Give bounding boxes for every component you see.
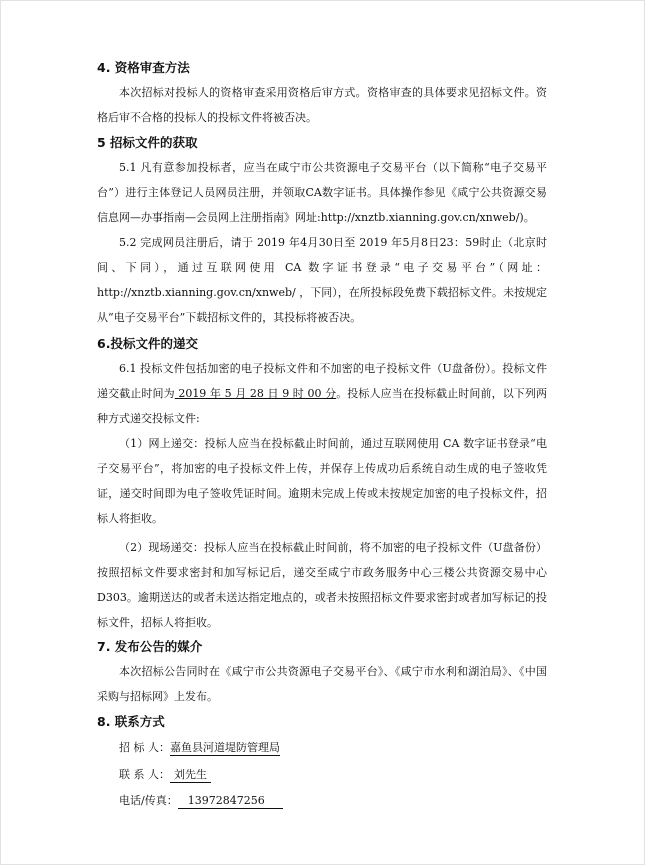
section-5-1-paragraph: 5.1 凡有意参加投标者，应当在咸宁市公共资源电子交易平台（以下简称“电子交易平台”）进行主体登记人员网员注册，并领取CA数字证书。具体操作参见《咸宁公共资源交易信息网—办事指南—会员网上注册指南》网址:http://xnztb.xianning.gov.cn/xnweb/)。 — [97, 161, 547, 224]
phone-fax-value: 13972847256 — [178, 794, 283, 809]
tenderer-value: 嘉鱼县河道堤防管理局 — [170, 741, 280, 754]
paragraph-text: 。投标人应当在投标截止时间前，以下列两种方式递交投标文件: — [97, 387, 548, 425]
section-7-heading: 7. 发布公告的媒介 — [97, 639, 203, 654]
contact-person-value: 刘先生 — [170, 768, 211, 783]
tenderer-row — [119, 740, 280, 756]
section-5-heading: 5 招标文件的获取 — [97, 135, 198, 150]
section-6-1-paragraph — [97, 356, 547, 431]
onsite-submission-paragraph: （2）现场递交：投标人应当在投标截止时间前，将不加密的电子投标文件（U盘备份）按照招标文件要求密封和加写标记后，递交至咸宁市政务服务中心三楼公共资源交易中心D303。逾期送达的或者未送达指定地点的，或者未按照招标文件要求密封或者加写标记的投标文件，招标人将拒收。 — [97, 541, 547, 629]
phone-fax-label: 电话/传真： — [119, 794, 178, 807]
contact-person-label: 联 系 人： — [119, 768, 170, 781]
section-7-paragraph: 本次招标公告同时在《咸宁市公共资源电子交易平台》、《咸宁市水利和湖泊局》、《中国采购与招标网》上发布。 — [97, 665, 547, 703]
phone-fax-row — [119, 793, 283, 809]
section-4-paragraph: 本次招标对投标人的资格审查采用资格后审方式。资格审查的具体要求见招标文件。资格后审不合格的投标人的投标文件将被否决。 — [97, 86, 547, 124]
section-4-heading: 4. 资格审查方法 — [97, 60, 190, 75]
submission-deadline: 2019 年 5 月 28 日 9 时 00 分 — [174, 387, 337, 400]
section-5-2-paragraph: 5.2 完成网员注册后，请于 2019 年4月30日至 2019 年5月8日23：59时止（北京时间、下同），通过互联网使用 CA 数字证书登录“电子交易平台”（网址：http://xnztb.xianning.gov.cn/xnweb/ ，下同），在所投标段免费下载招标文件。未按规定从“电子交易平台”下载招标文件的，其投标将被否决。 — [97, 236, 547, 324]
tenderer-label: 招 标 人： — [119, 741, 170, 754]
section-8-heading: 8. 联系方式 — [97, 714, 165, 729]
online-submission-paragraph: （1）网上递交：投标人应当在投标截止时间前，通过互联网使用 CA 数字证书登录“电子交易平台”，将加密的电子投标文件上传，并保存上传成功后系统自动生成的电子签收凭证，递交时间即为电子签收凭证时间。逾期未完成上传或未按规定加密的电子投标文件，招标人将拒收。 — [97, 437, 547, 525]
section-6-heading: 6.投标文件的递交 — [97, 336, 198, 351]
contact-person-row — [119, 767, 211, 783]
paragraph-text: 6.1 投标文件包括加密的电子投标文件和不加密的电子投标文件（U盘备份）。投标文件递交截止时间为 — [97, 362, 547, 400]
